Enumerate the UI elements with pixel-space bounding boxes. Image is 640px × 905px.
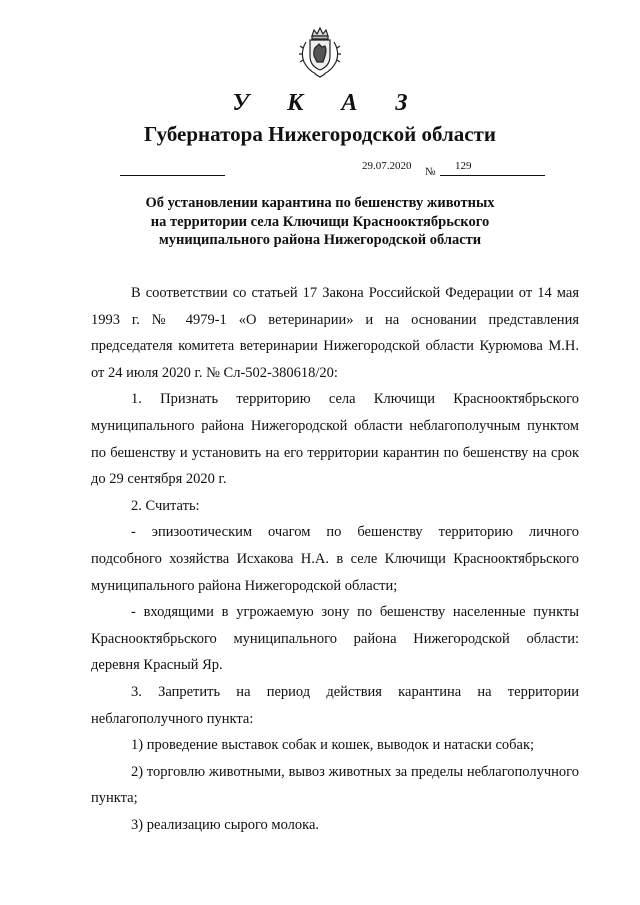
decree-date: 29.07.2020: [362, 160, 412, 172]
body-paragraph: 2. Считать:: [131, 497, 200, 514]
body-paragraph: - входящими в угрожаемую зону по бешенству населенные пункты Краснооктябрьского муниципального района Нижегородской области: деревня Красный Яр.: [91, 604, 579, 674]
body-paragraph: - эпизоотическим очагом по бешенству территорию личного подсобного хозяйства Исхакова Н.А. в селе Ключищи Краснооктябрьского муниципального района Нижегородской области;: [91, 524, 579, 594]
coat-of-arms-icon: [298, 26, 342, 78]
body-paragraph: 3) реализацию сырого молока.: [131, 816, 320, 833]
decree-number: 129: [455, 160, 472, 172]
date-line-left: [120, 175, 225, 176]
body-paragraph: 2) торговлю животными, вывоз животных за пределы неблагополучного пункта;: [91, 763, 579, 807]
document-body: [91, 280, 579, 838]
decree-subtitle: Губернатора Нижегородской области: [144, 122, 496, 146]
body-paragraph: 1) проведение выставок собак и кошек, выводок и натаски собак;: [131, 737, 535, 754]
number-line: [440, 175, 545, 176]
preamble-paragraph: В соответствии со статьей 17 Закона Российской Федерации от 14 мая 1993 г. № 4979-1 «О ветеринарии» и на основании представления председателя комитета ветеринарии Нижегородской области Курюмова М.Н. от 24 июля 2020 г. № Сл-502-380618/20:: [91, 285, 579, 381]
number-label: №: [425, 166, 436, 178]
document-title: Об установлении карантина по бешенству животных на территории села Ключищи Краснооктябрьского муниципального района Нижегородской области: [145, 195, 495, 248]
decree-title: У К А З: [232, 90, 424, 116]
body-paragraph: 1. Признать территорию села Ключищи Краснооктябрьского муниципального района Нижегородской области неблагополучным пунктом по бешенству и установить на его территории карантин по бешенству на срок до 29 сентября 2020 г.: [91, 391, 579, 488]
body-paragraph: 3. Запретить на период действия карантина на территории неблагополучного пункта:: [91, 683, 579, 727]
